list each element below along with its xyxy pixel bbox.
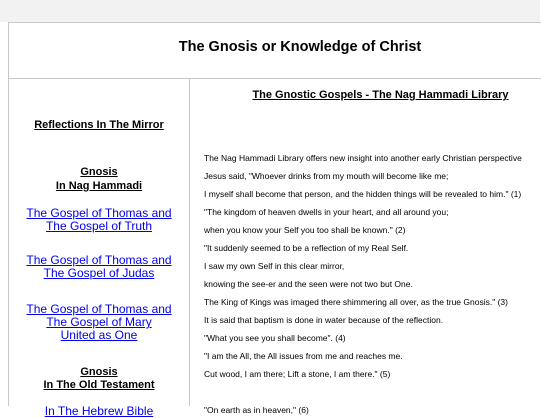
- title-row: [9, 23, 541, 79]
- text-line: It is said that baptism is done in water because of the reflection.: [204, 315, 444, 325]
- text-line: Jesus said, "Whoever drinks from my mouth will become like me;: [204, 171, 449, 181]
- section-heading-nag-hammadi-line2: In Nag Hammadi: [55, 180, 143, 192]
- main-content: [190, 79, 541, 415]
- page-title: The Gnosis or Knowledge of Christ: [178, 39, 422, 55]
- text-line: when you know your Self you too shall be known." (2): [204, 225, 406, 235]
- link-thomas-judas-line2[interactable]: The Gospel of Judas: [43, 266, 155, 280]
- sidebar: [9, 79, 190, 418]
- page-table: [8, 22, 541, 418]
- section-heading-nag-hammadi: Gnosis: [80, 166, 118, 178]
- text-line: The King of Kings was imaged there shimmering all over, as the true Gnosis." (3): [204, 297, 508, 307]
- text-line: I saw my own Self in this clear mirror,: [204, 261, 345, 271]
- link-thomas-mary-line3[interactable]: United as One: [60, 328, 138, 342]
- text-line: "I am the All, the All issues from me and reaches me.: [204, 351, 403, 361]
- text-line: Cut wood, I am there; Lift a stone, I am there." (5): [204, 369, 391, 379]
- link-thomas-mary[interactable]: The Gospel of Thomas and: [26, 302, 172, 316]
- text-line: "It suddenly seemed to be a reflection of my Real Self.: [204, 243, 409, 253]
- link-thomas-mary-line2[interactable]: The Gospel of Mary: [46, 315, 152, 329]
- text-line: knowing the see-er and the seen were not two but One.: [204, 279, 413, 289]
- section-heading-old-testament-line2: In The Old Testament: [43, 379, 155, 391]
- main-heading: The Gnostic Gospels - The Nag Hammadi Library: [252, 89, 509, 101]
- link-hebrew-bible[interactable]: In The Hebrew Bible: [44, 404, 154, 418]
- text-line: "What you see you shall become". (4): [204, 333, 346, 343]
- text-line: I myself shall become that person, and the hidden things will be revealed to him." (1): [204, 189, 522, 199]
- link-thomas-judas[interactable]: The Gospel of Thomas and: [26, 253, 172, 267]
- section-heading-old-testament: Gnosis: [80, 366, 118, 378]
- text-line: "The kingdom of heaven dwells in your heart, and all around you;: [204, 207, 449, 217]
- text-line: "On earth as in heaven," (6): [204, 405, 309, 415]
- link-thomas-truth[interactable]: The Gospel of Thomas and: [26, 206, 172, 220]
- link-thomas-truth-line2[interactable]: The Gospel of Truth: [45, 219, 153, 233]
- sidebar-heading: Reflections In The Mirror: [34, 119, 164, 131]
- text-line: The Nag Hammadi Library offers new insight into another early Christian perspective: [204, 153, 522, 163]
